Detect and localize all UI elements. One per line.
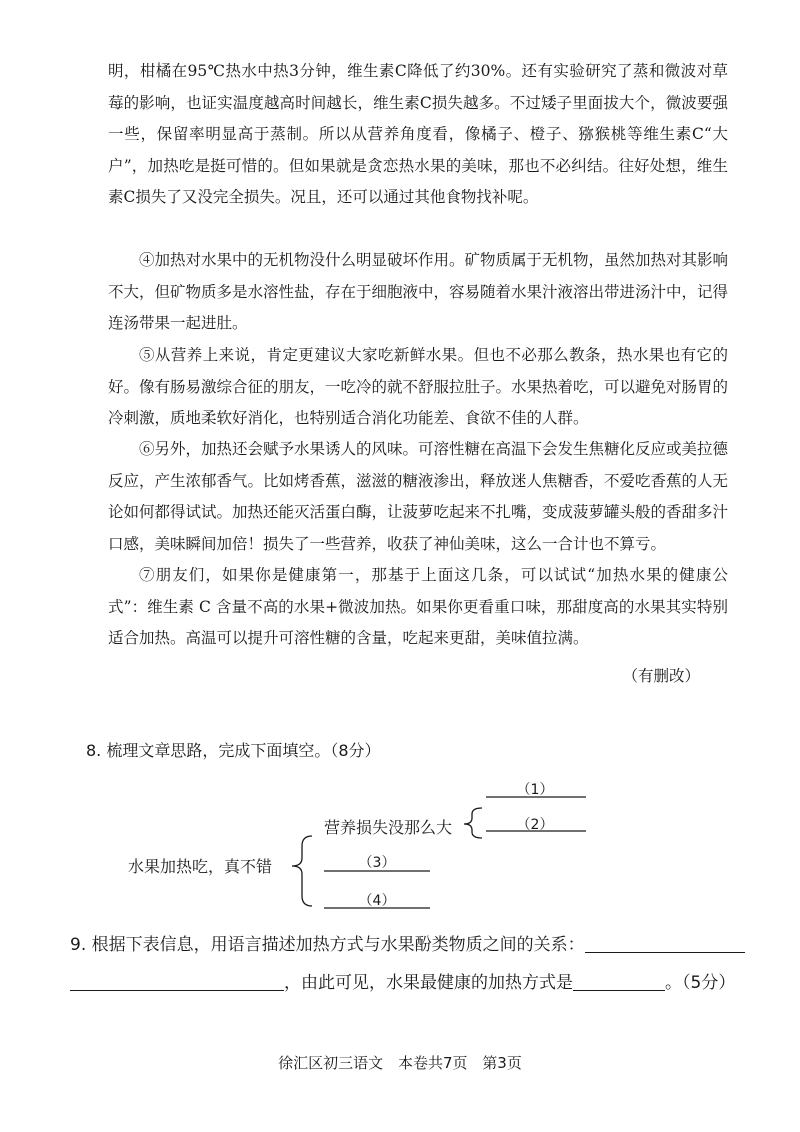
page-footer xyxy=(0,1052,800,1073)
answer-slot-1[interactable]: （1） xyxy=(516,782,554,798)
footer-total-pages: 本卷共7页 xyxy=(397,1054,468,1072)
question-9-conclusion: ，由此可见，水果最健康的加热方式是 xyxy=(284,973,573,993)
answer-blank-9a[interactable] xyxy=(585,934,745,953)
paragraph-3-continued: 明，柑橘在95℃热水中热3分钟，维生素C降低了约30%。还有实验研究了蒸和微波对草莓的影响，也证实温度越高时间越长，维生素C损失越多。不过矮子里面拔大个，微波要强一些，保留率明显高于蒸制。所以从营养角度看，像橘子、橙子、猕猴桃等维生素C“大户”，加热吃是挺可惜的。但如果就是贪恋热水果的美味，那也不必纠结。往好处想，维生素C损失了又没完全损失。况且，还可以通过其他食物找补呢。 xyxy=(108,62,728,206)
paragraph-5: ⑤从营养上来说，肯定更建议大家吃新鲜水果。但也不必那么教条，热水果也有它的好。像有肠易激综合征的朋友，一吃冷的就不舒服拉肚子。水果热着吃，可以避免对肠胃的冷刺激，质地柔软好消化，也特别适合消化功能差、食欲不佳的人群。 xyxy=(108,346,729,427)
paragraph-6: ⑥另外，加热还会赋予水果诱人的风味。可溶性糖在高温下会发生焦糖化反应或美拉德反应，产生浓郁香气。比如烤香蕉，滋滋的糖液渗出，释放迷人焦糖香，不爱吃香蕉的人无论如何都得试试。加热还能灭活蛋白酶，让菠萝吃起来不扎嘴，变成菠萝罐头般的香甜多汁口感，美味瞬间加倍！损失了一些营养，收获了神仙美味，这么一合计也不算亏。 xyxy=(108,440,729,553)
source-note: （有删改） xyxy=(622,667,700,685)
footer-page-number: 第3页 xyxy=(482,1054,522,1072)
diagram-branch-label: 营养损失没那么大 xyxy=(324,818,453,837)
answer-slot-4[interactable]: （4） xyxy=(358,893,396,909)
diagram-root-label: 水果加热吃，真不错 xyxy=(128,857,273,876)
answer-slot-2[interactable]: （2） xyxy=(516,817,554,833)
paragraph-7: ⑦朋友们，如果你是健康第一，那基于上面这几条，可以试试“加热水果的健康公式”：维生素 C 含量不高的水果+微波加热。如果你更看重口味，那甜度高的水果其实特别适合加热。高温可以提升可溶性糖的含量，吃起来更甜，美味值拉满。 xyxy=(108,566,728,647)
footer-school: 徐汇区初三语文 xyxy=(278,1054,384,1072)
question-9-score: 。（5分） xyxy=(665,973,736,993)
paragraph-4: ④加热对水果中的无机物没什么明显破坏作用。矿物质属于无机物，虽然加热对其影响不大，但矿物质多是水溶性盐，存在于细胞液中，容易随着水果汁液溶出带进汤汁中，记得连汤带果一起进肚。 xyxy=(108,251,729,332)
main-bracket xyxy=(292,836,312,906)
question-9-line-2 xyxy=(70,968,735,993)
question-9-prompt: 9. 根据下表信息，用语言描述加热方式与水果酚类物质之间的关系： xyxy=(70,935,585,955)
answer-blank-9b[interactable] xyxy=(70,972,284,991)
answer-slot-3[interactable]: （3） xyxy=(358,855,396,871)
answer-blank-9c[interactable] xyxy=(573,972,665,991)
question-9-line-1 xyxy=(70,930,745,955)
question-8-prompt: 8. 梳理文章思路，完成下面填空。（8分） xyxy=(86,741,381,760)
sub-bracket xyxy=(464,808,482,838)
